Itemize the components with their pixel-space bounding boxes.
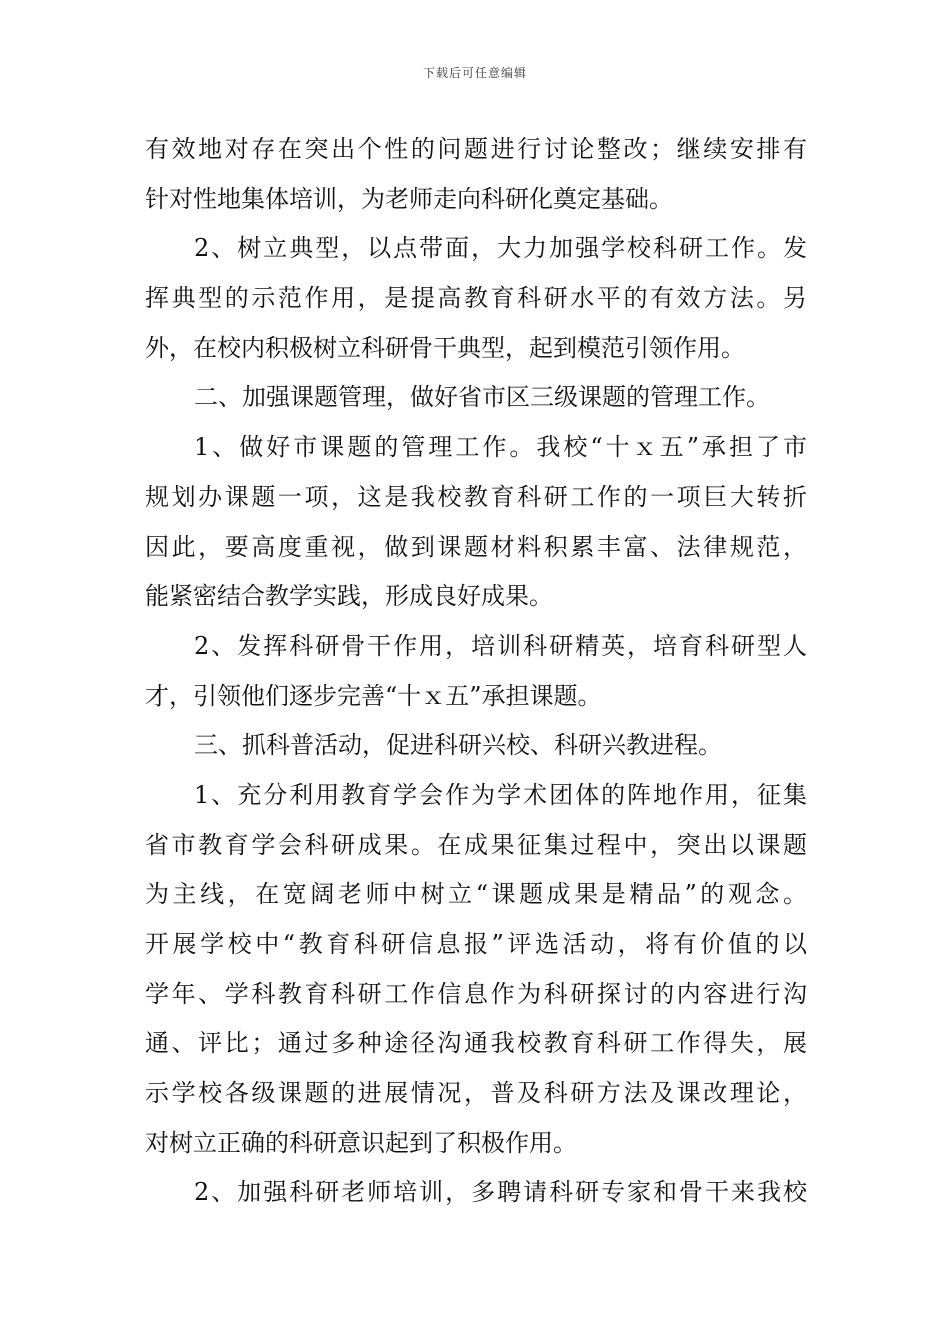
text-line: 因此，要高度重视，做到课题材料积累丰富、法律规范， bbox=[145, 532, 807, 561]
text-line: 1、做好市课题的管理工作。我校“十ｘ五”承担了市 bbox=[194, 433, 807, 462]
text-line: 示学校各级课题的进展情况，普及科研方法及课改理论， bbox=[145, 1079, 807, 1108]
text-line: 二、加强课题管理，做好省市区三级课题的管理工作。 bbox=[194, 383, 770, 412]
text-line: 规划办课题一项，这是我校教育科研工作的一项巨大转折 bbox=[145, 482, 807, 511]
document-body bbox=[145, 125, 807, 1218]
text-line: 通、评比；通过多种途径沟通我校教育科研工作得失，展 bbox=[145, 1029, 807, 1058]
text-line: 针对性地集体培训，为老师走向科研化奠定基础。 bbox=[145, 184, 673, 213]
text-line: 开展学校中“教育科研信息报”评选活动，将有价值的以 bbox=[145, 930, 807, 958]
text-line: 挥典型的示范作用，是提高教育科研水平的有效方法。另 bbox=[145, 284, 807, 313]
text-line: 对树立正确的科研意识起到了积极作用。 bbox=[145, 1128, 577, 1157]
text-line: 有效地对存在突出个性的问题进行讨论整改；继续安排有 bbox=[145, 135, 807, 163]
text-line: 三、抓科普活动，促进科研兴校、科研兴教进程。 bbox=[194, 731, 722, 760]
download-editable-note: 下载后可任意编辑 bbox=[422, 66, 527, 80]
text-line: 为主线，在宽阔老师中树立“课题成果是精品”的观念。 bbox=[145, 880, 807, 909]
text-line: 才，引领他们逐步完善“十ｘ五”承担课题。 bbox=[145, 681, 602, 710]
text-line: 1、充分利用教育学会作为学术团体的阵地作用，征集 bbox=[194, 780, 807, 809]
text-line: 2、发挥科研骨干作用，培训科研精英，培育科研型人 bbox=[194, 631, 807, 660]
text-line: 学年、学科教育科研工作信息作为科研探讨的内容进行沟 bbox=[145, 979, 807, 1008]
text-line: 能紧密结合教学实践，形成良好成果。 bbox=[145, 582, 553, 611]
text-line: 外，在校内积极树立科研骨干典型，起到模范引领作用。 bbox=[145, 333, 745, 362]
text-line: 2、树立典型，以点带面，大力加强学校科研工作。发 bbox=[194, 234, 807, 263]
text-line: 2、加强科研老师培训，多聘请科研专家和骨干来我校 bbox=[194, 1178, 807, 1207]
text-line: 省市教育学会科研成果。在成果征集过程中，突出以课题 bbox=[145, 830, 807, 859]
